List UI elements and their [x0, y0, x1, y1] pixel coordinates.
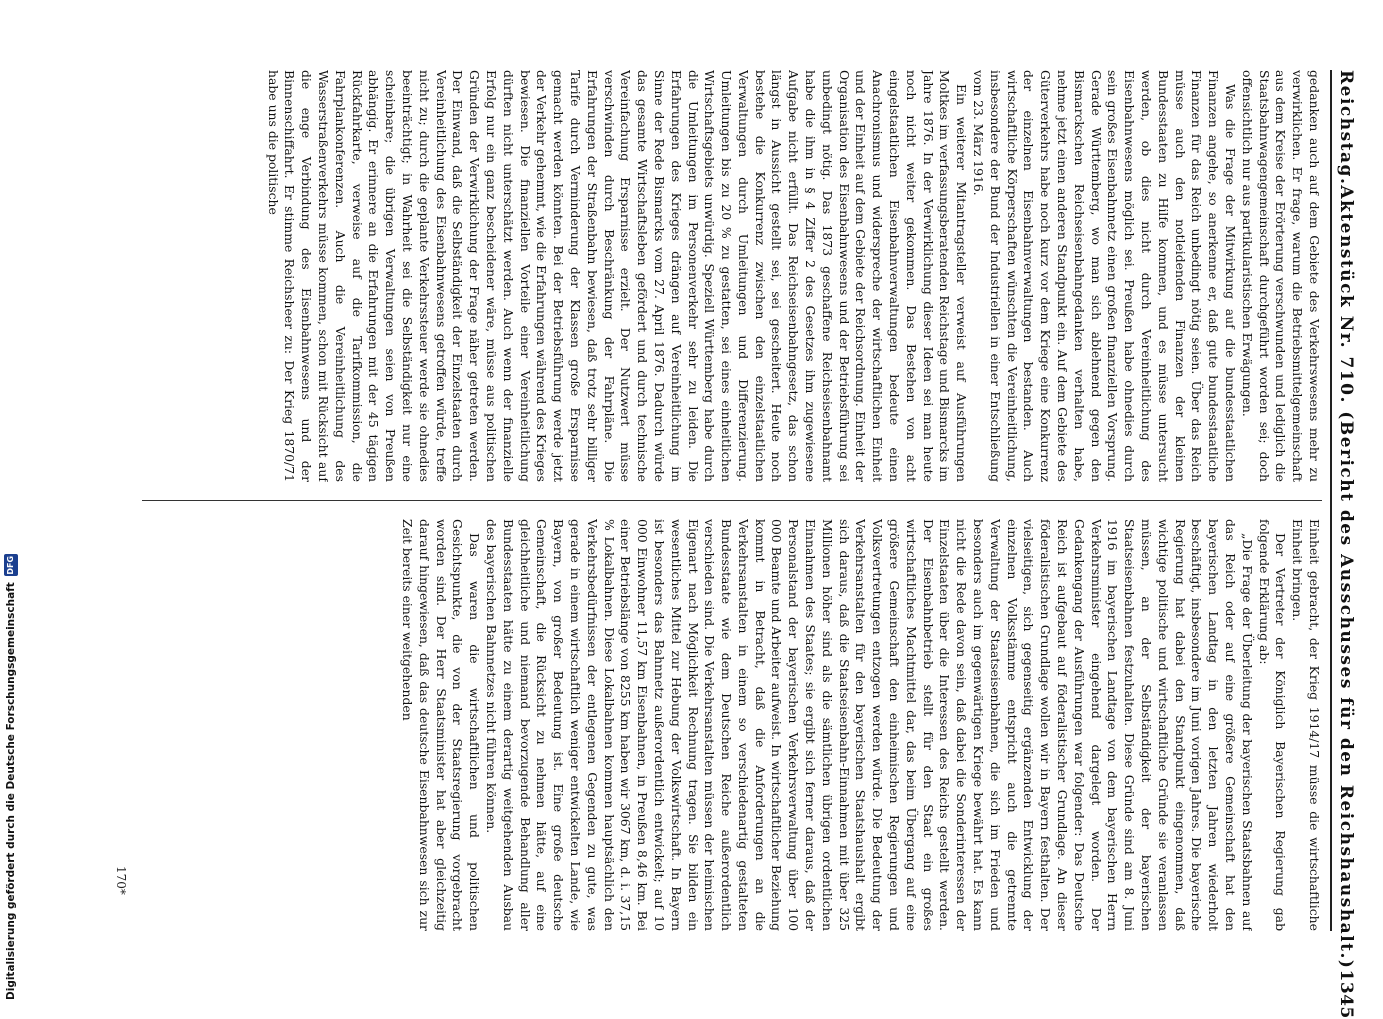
document-page [76, 48, 1366, 1019]
column-divider [142, 500, 1322, 501]
text-columns [142, 70, 1322, 931]
paragraph: „Die Frage der Überleitung der bayerischen Staatsbahnen auf das Reich oder auf eine größere Gemeinschaft hat den bayerischen Landtag in den letzten Jahren wiederholt beschäftigt, insbesondere im Juni vorigen Jahres. Die bayerische Regierung hat dabei den Standpunkt eingenommen, daß wichtige politische und wirtschaftliche Gründe sie veranlassen müssen, an der Selbständigkeit der bayerischen Staatseisenbahnen festzuhalten. Diese Gründe sind am 8. Juni 1916 im bayerischen Landtage von dem bayerischen Herrn Verkehrsminister eingehend dargelegt worden. Der Gedankengang der Ausführungen war folgender: Das Deutsche Reich ist aufgebaut auf föderalistischer Grundlage. An dieser föderalistischen Grundlage wollen wir in Bayern festhalten. Der vielseitigen, sich gegenseitig ergänzenden Entwicklung der einzelnen Volksstämme entspricht auch die getrennte Verwaltung der Staatseisenbahnen, die sich im Frieden und besonders auch im gegenwärtigen Kriege bewährt hat. Es kann nicht die Rede davon sein, daß dabei die Sonderinteressen der Einzelstaaten über die Interessen des Reichs gestellt werden. Der Eisenbahnbetrieb stellt für den Staat ein großes wirtschaftliches Machtmittel dar, das beim Übergang auf eine größere Gemeinschaft den einheimischen Regierungen und Volksvertretungen entzogen werden würde. Die Bedeutung der Verkehrsanstalten für den bayerischen Staatshaushalt ergibt sich daraus, daß die Staatseisenbahn-Einnahmen mit über 325 Millionen höher sind als die sämtlichen übrigen ordentlichen Einnahmen des Staates; sie ergibt sich ferner daraus, daß der Personalstand der bayerischen Verkehrsverwaltung über 100 000 Beamte und Arbeiter aufweist. In wirtschaftlicher Beziehung kommt in Betracht, daß die Anforderungen an die Verkehrsanstalten in einem so verschiedenartig gestalteten Bundesstaate wie dem Deutschen Reiche außerordentlich verschieden sind. Die Verkehrsanstalten müssen der heimischen Eigenart nach Möglichkeit Rechnung tragen. Sie bilden ein wesentliches Mittel zur Hebung der Volkswirtschaft. In Bayern ist besonders das Bahnnetz außerordentlich entwickelt; auf 10 000 Einwohner 11,57 km Eisenbahnen, in Preußen 8,46 km. Bei einer Betriebslänge von 8255 km haben wir 3067 km, d. i. 37,15 % Lokalbahnen. Diese Lokalbahnen kommen hauptsächlich den Verkehrsbedürfnissen der entlegenen Gegenden zu gute, was gerade in einem wirtschaftlich weniger entwickelten Lande, wie Bayern, von großer Bedeutung ist. Eine große deutsche Gemeinschaft, die Rücksicht zu nehmen hätte, auf eine gleichheitliche und niemand bevorzugende Behandlung aller Bundesstaaten hätte zu einem derartig weitgehenden Ausbau des bayerischen Bahnnetzes nicht führen können. [483, 519, 1255, 931]
paragraph: Ein weiterer Mitantragsteller verweist auf Ausführungen Moltkes im verfassungsberatenden Reichstage und Bismarcks im Jahre 1876. In der Verwirklichung dieser Ideen sei man heute noch nicht weiter gekommen. Das Bestehen von acht eingelstaatlichen Eisenbahnverwaltungen bedeute einen Anachronismus und widerspreche der wirtschaftlichen Einheit und der Einheit auf dem Gebiete der Reichsordnung. Einheit der Organisation des Eisenbahnwesens und der Betriebsführung sei unbedingt nötig. Das 1873 geschaffene Reichseisenbahnamt habe die ihm in § 4 Ziffer 2 des Gesetzes ihm zugewiesene Aufgabe nicht erfüllt. Das Reichseisenbahngesetz, das schon längst in Aussicht gestellt sei, sei gescheitert. Heute noch bestehe die Konkurrenz zwischen den einzelstaatlichen Verwaltungen durch Umleitungen und Differenzierung. Umleitungen bis zu 20 % zu gestatten, sei eines einheitlichen Wirtschaftsgebiets unwürdig. Speziell Württemberg habe durch die Umleitungen im Personenverkehr sehr zu leiden. Die Erfahrungen des Krieges drängen auf Vereinheitlichung im Sinne der Rede Bismarcks vom 27. April 1876. Dadurch würde das gesamte Wirtschaftsleben gefördert und durch technische Vereinfachung Ersparnisse erzielt. Der Nutzwert müsse verschwinden durch Beschränkung der Fahrpläne. Die Erfahrungen der Straßenbahn bewiesen, daß trotz sehr billiger Tarife durch Verminderung der Klassen große Ersparnisse gemacht werden könnten. Bei der Betriebsführung werde jetzt der Verkehr gehemmt, wie die Erfahrungen während des Krieges bewiesen. Die finanziellen Vorteile einer Vereinheitlichung dürften nicht unterschätzt werden. Auch wenn der finanzielle Erfolg nur ein ganz bescheidener wäre, müsse aus politischen Gründen der Verwirklichung der Frage näher getreten werden. Der Einwand, daß die Selbständigkeit der Einzelstaaten durch Vereinheitlichung des Eisenbahnwesens getroffen würde, treffe nicht zu; durch die geplante Verkehrssteuer werde sie ohnedies beeinträchtigt; in Wahrheit sei die Selbständigkeit nur eine scheinbare; die übrigen Verwaltungen seien von Preußen abhängig. Er erinnere an die Erfahrungen mit der 45 tägigen Rückfahrkarte, verweise auf die Tarifkommission, die Fahrplankonferenzen. Auch die Vereinheitlichung des Wasserstraßenverkehrs müsse kommen, schon mit Rücksicht auf die enge Verbindung des Eisenbahnwesens und der Binnenschiffahrt. Er stimme Reichsheer zu: Der Krieg 1870/71 habe uns die politische [265, 70, 970, 482]
paragraph: Was die Frage der Mitwirkung auf die bundesstaatlichen Finanzen angehe, so anerkenne er, daß gute bundesstaatliche Finanzen für das Reich unbedingt nötig seien. Über das Reich müsse auch den notleidenden Finanzen der kleinen Bundesstaaten zu Hilfe kommen, und es müsse untersucht werden, ob dies nicht durch Vereinheitlichung des Eisenbahnwesens möglich sei. Preußen habe ohnedies durch sein großes Eisenbahnnetz einen großen finanziellen Vorsprung. Gerade Württemberg, wo man sich ablehnend gegen den Bismarckschen Reichseisenbahngedanken verhalten habe, nehme jetzt einen anderen Standpunkt ein. Auf dem Gebiete des Güterverkehrs habe noch kurz vor dem Kriege eine Konkurrenz der einzelnen Eisenbahnverwaltungen bestanden. Auch wirtschaftliche Körperschaften wünschten die Vereinheitlichung, insbesondere der Bund der Industriellen in einer Entschließung vom 23. März 1916. [971, 70, 1239, 482]
column-right [142, 519, 1322, 931]
digitization-note [4, 554, 18, 1000]
footer-page-number: 170* [114, 866, 128, 895]
header-title: Aktenstück Nr. 710. (Bericht des Ausschusses für den Reichshaushalt.) [1336, 185, 1356, 970]
header-left: Reichstag. [1336, 70, 1356, 186]
column-left [142, 70, 1322, 482]
dfg-logo: DFG [4, 554, 18, 576]
digitization-text: Digitalisierung gefördert durch die Deutsche Forschungsgemeinschaft [5, 582, 17, 1000]
paragraph: Einheit gebracht, der Krieg 1914/17 müsse die wirtschaftliche Einheit bringen. [1290, 519, 1322, 931]
running-header [1330, 70, 1356, 1019]
page-content [76, 48, 1366, 1019]
paragraph: Der Vertreter der Königlich Bayerischen Regierung gab folgende Erklärung ab: [1256, 519, 1289, 931]
paragraph: gedanken auch auf dem Gebiete des Verkehrswesens mehr zu verwirklichen. Er frage, warum die Betriebsmittelgemeinschaft aus dem Kreise der Erörterung verschwunden und lediglich die Staatsbahnwagengemeinschaft durchgeführt worden sei; doch offensichtlich nur aus partikularistischen Erwägungen. [1239, 70, 1322, 482]
header-page-number: 1345 [1336, 969, 1356, 1019]
paragraph: Das waren die wirtschaftlichen und politischen Gesichtspunkte, die von der Staatsregierung vorgebracht worden sind. Der Herr Staatsminister hat aber gleichzeitig darauf hingewiesen, daß das deutsche Eisenbahnwesen sich zur Zeit bereits einer weitgehenden [399, 519, 483, 931]
